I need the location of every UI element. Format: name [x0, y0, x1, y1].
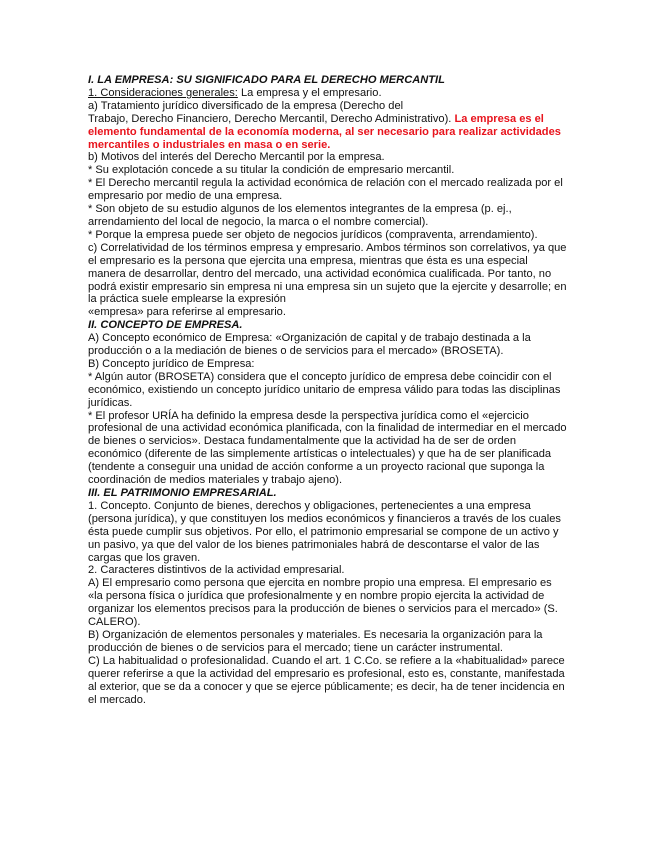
section-2-heading: II. CONCEPTO DE EMPRESA. — [88, 319, 243, 332]
section-3-paragraph-1: 1. Concepto. Conjunto de bienes, derechos y obligaciones, pertenecientes a una empresa (persona jurídica), y que constituyen los medios económicos y financieros a través de los cuales ésta puede cumplir sus objetivos. Por ello, el patrimonio empresarial se compone de un activo y un pasivo, ya que del valor de los bienes patrimoniales habrá de descontarse el valor de las cargas que los graven. — [88, 499, 561, 564]
section-3-heading: III. EL PATRIMONIO EMPRESARIAL. — [88, 487, 277, 499]
section-3-paragraph-c: C) La habitualidad o profesionalidad. Cuando el art. 1 C.Co. se refiere a la «habitualidad» parece querer referirse a que la actividad del empresario es profesional, esto es, constante, manifestada al exterior, que se da a conocer y que se ejerce públicamente; es decir, ha de tener incidencia en el mercado. — [88, 654, 565, 706]
section-2-bullet-2: * El profesor URÍA ha definido la empresa desde la perspectiva jurídica como el «ejercicio profesional de una actividad económica planificada, con la finalidad de intermediar en el mercado de bienes o servicios». Destaca fundamentalmente que la actividad ha de ser de orden económico (diferente de las simplemente artísticas o intelectuales) y que ha de ser planificada (tendente a conseguir una unidad de acción conforme a un proyecto racional que suponga la coordinación de medios materiales y trabajo ajeno). — [88, 409, 567, 487]
section-2-paragraph-b: B) Concepto jurídico de Empresa: — [88, 357, 255, 370]
paragraph-a-line2: Trabajo, Derecho Financiero, Derecho Mercantil, Derecho Administrativo). — [88, 112, 452, 125]
section-3-paragraph-a: A) El empresario como persona que ejercita en nombre propio una empresa. El empresario es «la persona física o jurídica que profesionalmente y en nombre propio ejercita la actividad de organizar los elementos precisos para la producción de bienes o servicios para el mercado» (S. CALERO). — [88, 577, 558, 629]
section-3-paragraph-b: B) Organización de elementos personales y materiales. Es necesaria la organización para la producción de bienes o de servicios para el mercado; tiene un carácter instrumental. — [88, 628, 543, 654]
subsection-1-title — [88, 87, 568, 100]
paragraph-c-end: «empresa» para referirse al empresario. — [88, 306, 286, 319]
bullet-b3: * Son objeto de su estudio algunos de los elementos integrantes de la empresa (p. ej., arrendamiento del local de negocio, la marca o el nombre comercial). — [88, 203, 512, 228]
paragraph-a-line1: a) Tratamiento jurídico diversificado de la empresa (Derecho del — [88, 99, 404, 112]
paragraph-b: b) Motivos del interés del Derecho Mercantil por la empresa. — [88, 151, 385, 164]
bullet-b1: * Su explotación concede a su titular la condición de empresario mercantil. — [88, 164, 455, 177]
highlighted-statement: La empresa es el elemento fundamental de la economía moderna, al ser necesario para realizar actividades mercantiles o industriales en masa o en serie. — [88, 112, 561, 151]
section-3-paragraph-2: 2. Caracteres distintivos de la actividad empresarial. — [88, 564, 345, 577]
section-2-paragraph-a: A) Concepto económico de Empresa: «Organización de capital y de trabajo destinada a la producción o a la mediación de bienes o de servicios para el mercado» (BROSETA). — [88, 332, 531, 358]
subsection-1-rest: La empresa y el empresario. — [237, 86, 382, 99]
section-2-bullet-1: * Algún autor (BROSETA) considera que el concepto jurídico de empresa debe coincidir con el económico, existiendo un concepto jurídico unitario de empresa válido para todas las disciplinas jurídicas. — [88, 370, 561, 409]
paragraph-a — [88, 113, 568, 152]
section-1-heading: I. LA EMPRESA: SU SIGNIFICADO PARA EL DERECHO MERCANTIL — [88, 74, 445, 86]
subsection-1-label: 1. Consideraciones generales: — [88, 86, 238, 99]
bullet-b2: * El Derecho mercantil regula la actividad económica de relación con el mercado realizada por el empresario por medio de una empresa. — [88, 177, 563, 203]
paragraph-c: c) Correlatividad de los términos empresa y empresario. Ambos términos son correlativos, ya que el empresario es la persona que ejercita una empresa, mientras que ésta es una especial manera de desarrollar, dentro del mercado, una actividad económica cualificada. Por tanto, no podrá existir empresario sin empresa ni una empresa sin un sujeto que la ejercite y desarrolle; en la práctica suele emplearse la expresión — [88, 241, 567, 306]
document-page — [88, 74, 568, 706]
bullet-b4: * Porque la empresa puede ser objeto de negocios jurídicos (compraventa, arrendamiento). — [88, 228, 538, 241]
